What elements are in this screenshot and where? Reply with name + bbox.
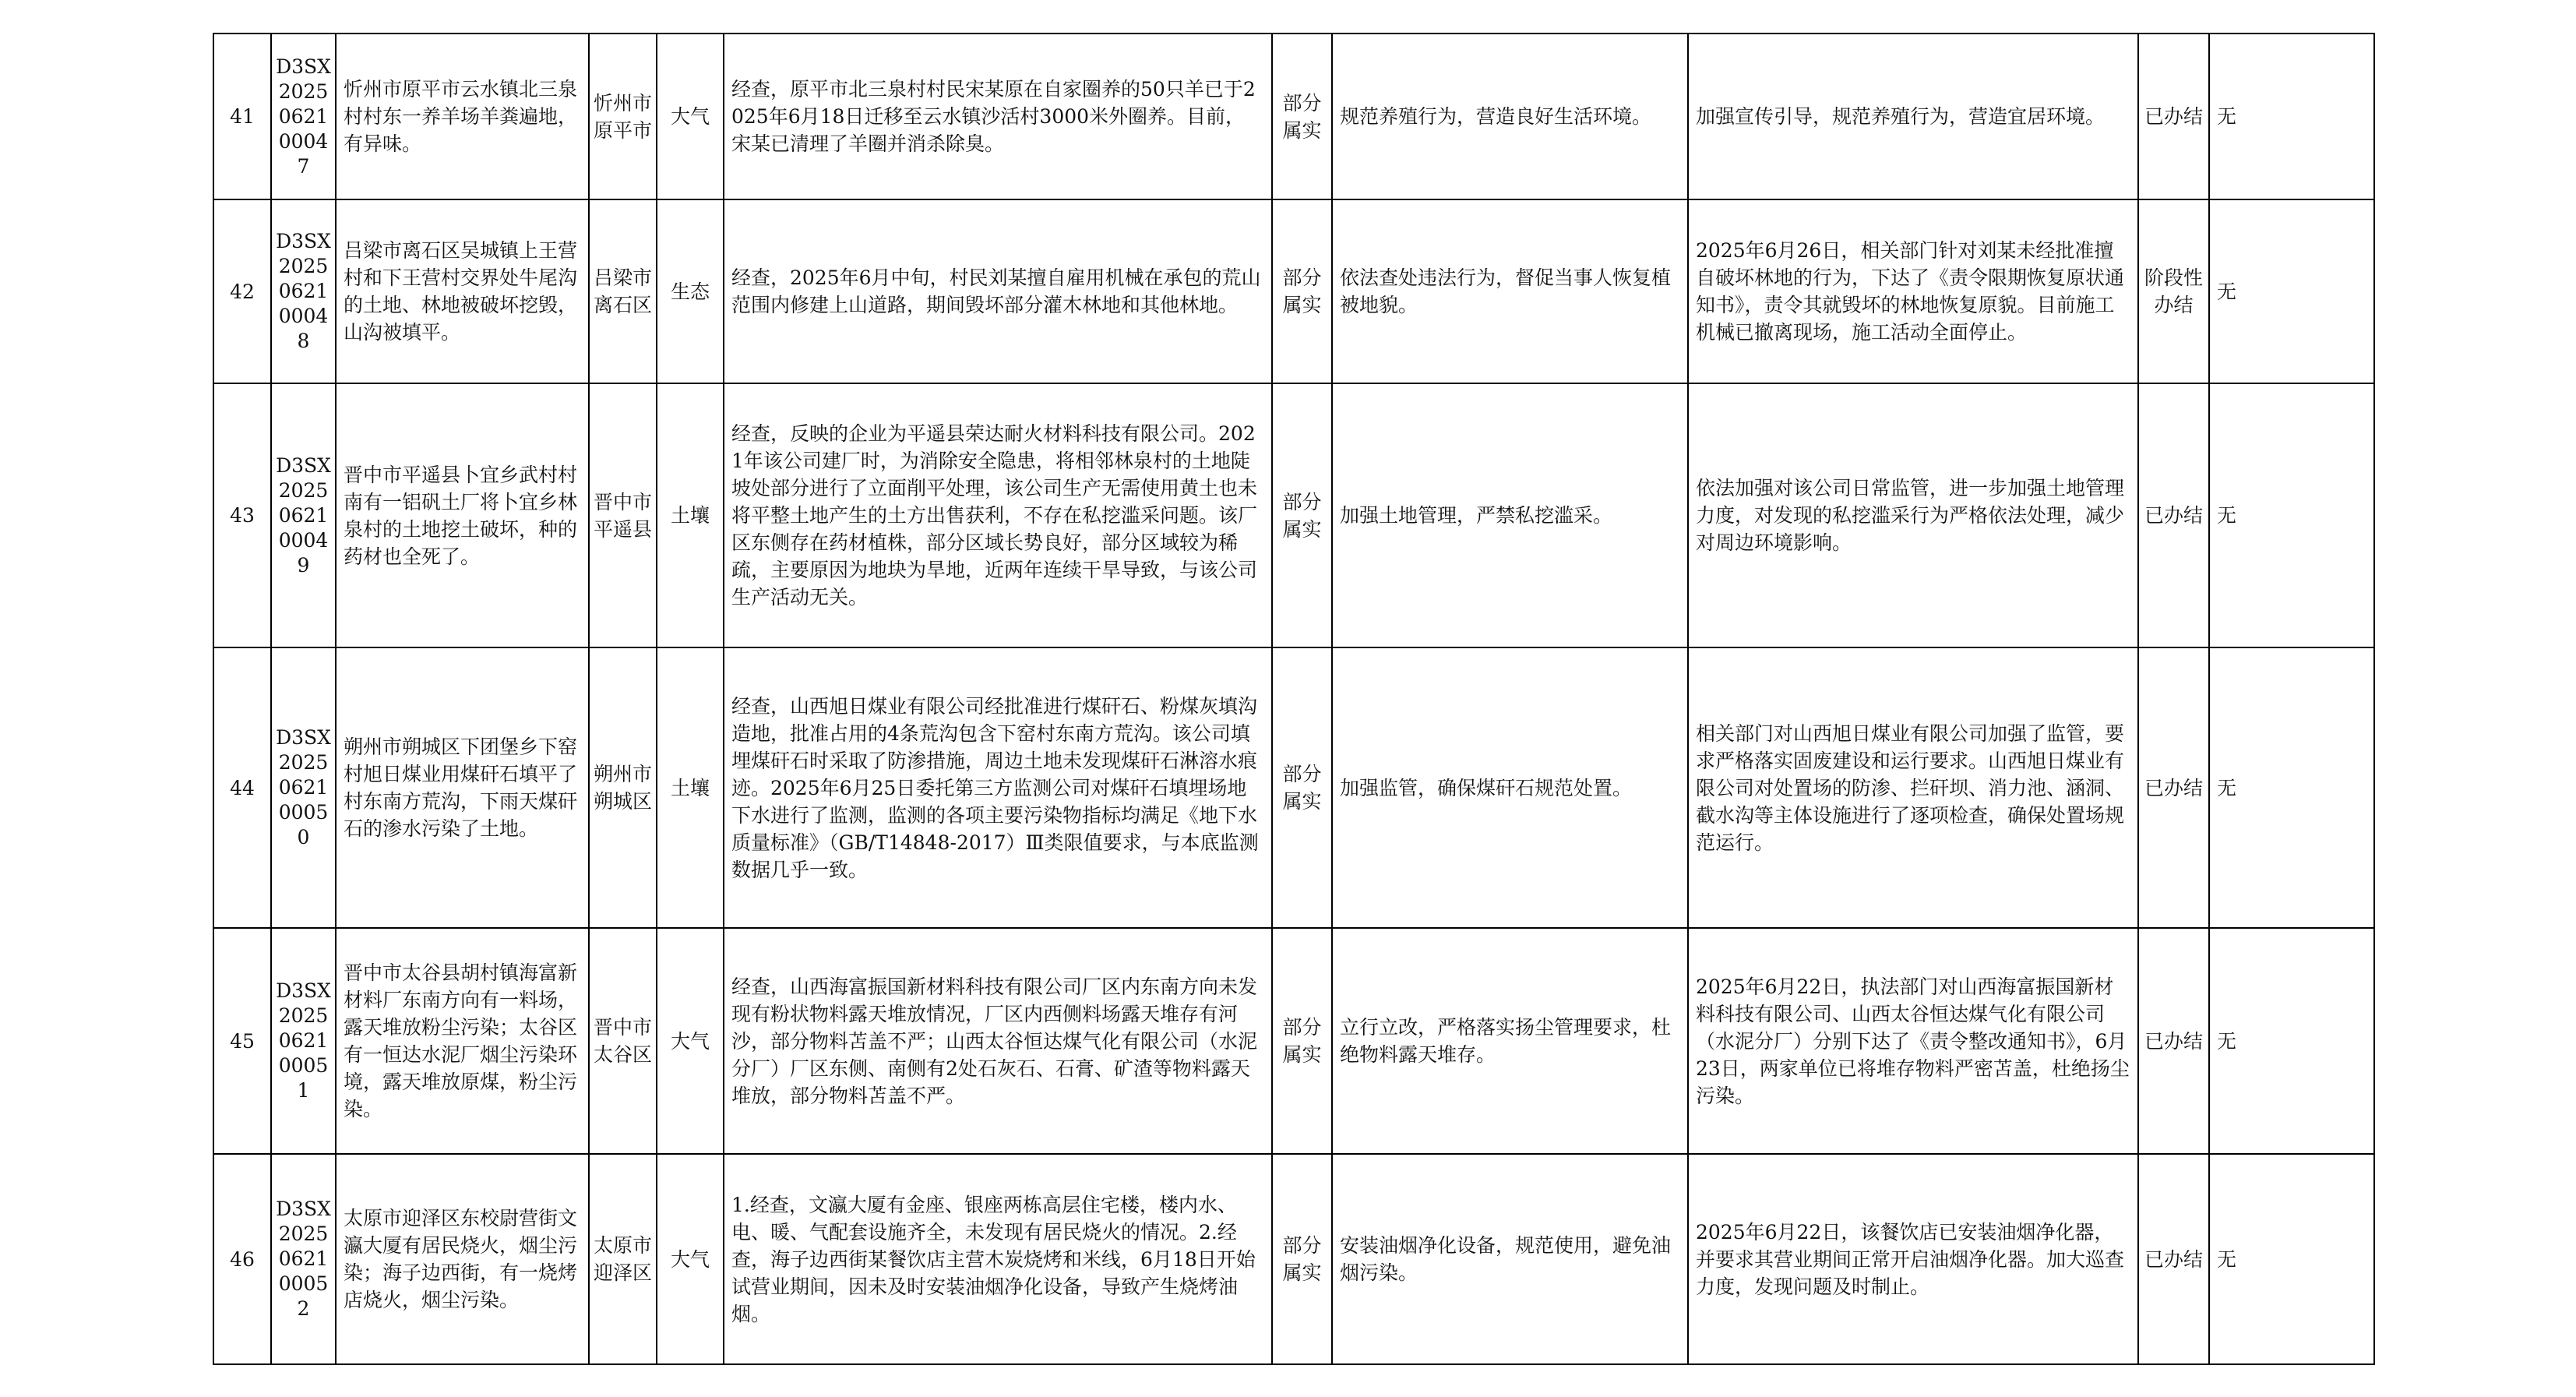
verdict-cell: 部分属实 [1272,647,1332,928]
target-cell: 安装油烟净化设备，规范使用，避免油烟污染。 [1332,1154,1688,1364]
case-code: D3SX2025062100047 [271,34,336,199]
measures-cell: 2025年6月22日，该餐饮店已安装油烟净化器，并要求其营业期间正常开启油烟净化器。加大巡查力度，发现问题及时制止。 [1688,1154,2138,1364]
status-cell: 已办结 [2138,383,2209,647]
case-code: D3SX2025062100048 [271,199,336,383]
row-number: 46 [213,1154,271,1364]
finding-cell: 经查，2025年6月中旬，村民刘某擅自雇用机械在承包的荒山范围内修建上山道路，期间毁坏部分灌木林地和其他林地。 [724,199,1272,383]
region-cell: 忻州市原平市 [589,34,657,199]
accountability-cell: 无 [2209,928,2374,1154]
measures-cell: 相关部门对山西旭日煤业有限公司加强了监管，要求严格落实固废建设和运行要求。山西旭日煤业有限公司对处置场的防渗、拦矸坝、消力池、涵洞、截水沟等主体设施进行了逐项检查，确保处置场规范运行。 [1688,647,2138,928]
verdict-cell: 部分属实 [1272,383,1332,647]
accountability-cell: 无 [2209,34,2374,199]
pollution-type-cell: 土壤 [657,383,724,647]
pollution-type-cell: 生态 [657,199,724,383]
verdict-cell: 部分属实 [1272,928,1332,1154]
finding-cell: 经查，原平市北三泉村村民宋某原在自家圈养的50只羊已于2025年6月18日迁移至云水镇沙活村3000米外圈养。目前，宋某已清理了羊圈并消杀除臭。 [724,34,1272,199]
measures-cell: 2025年6月26日，相关部门针对刘某未经批准擅自破坏林地的行为，下达了《责令限期恢复原状通知书》，责令其就毁坏的林地恢复原貌。目前施工机械已撤离现场，施工活动全面停止。 [1688,199,2138,383]
pollution-type-cell: 大气 [657,1154,724,1364]
measures-cell: 依法加强对该公司日常监管，进一步加强土地管理力度，对发现的私挖滥采行为严格依法处理，减少对周边环境影响。 [1688,383,2138,647]
row-number: 44 [213,647,271,928]
finding-cell: 经查，山西海富振国新材料科技有限公司厂区内东南方向未发现有粉状物料露天堆放情况，厂区内西侧料场露天堆存有河沙，部分物料苫盖不严；山西太谷恒达煤气化有限公司（水泥分厂）厂区东侧、南侧有2处石灰石、石膏、矿渣等物料露天堆放，部分物料苫盖不严。 [724,928,1272,1154]
case-code: D3SX2025062100049 [271,383,336,647]
target-cell: 加强土地管理，严禁私挖滥采。 [1332,383,1688,647]
accountability-cell: 无 [2209,199,2374,383]
row-number: 41 [213,34,271,199]
measures-cell: 加强宣传引导，规范养殖行为，营造宜居环境。 [1688,34,2138,199]
region-cell: 朔州市朔城区 [589,647,657,928]
accountability-cell: 无 [2209,1154,2374,1364]
table-row [213,383,2374,647]
target-cell: 规范养殖行为，营造良好生活环境。 [1332,34,1688,199]
measures-cell: 2025年6月22日，执法部门对山西海富振国新材料科技有限公司、山西太谷恒达煤气化有限公司（水泥分厂）分别下达了《责令整改通知书》，6月23日，两家单位已将堆存物料严密苫盖，杜绝扬尘污染。 [1688,928,2138,1154]
case-code: D3SX2025062100051 [271,928,336,1154]
table-row [213,647,2374,928]
issue-cell: 太原市迎泽区东校尉营街文瀛大厦有居民烧火，烟尘污染；海子边西街，有一烧烤店烧火，烟尘污染。 [336,1154,589,1364]
finding-cell: 1.经查，文瀛大厦有金座、银座两栋高层住宅楼，楼内水、电、暖、气配套设施齐全，未发现有居民烧火的情况。2.经查，海子边西街某餐饮店主营木炭烧烤和米线，6月18日开始试营业期间，因未及时安装油烟净化设备，导致产生烧烤油烟。 [724,1154,1272,1364]
pollution-type-cell: 土壤 [657,647,724,928]
status-cell: 已办结 [2138,647,2209,928]
finding-cell: 经查，山西旭日煤业有限公司经批准进行煤矸石、粉煤灰填沟造地，批准占用的4条荒沟包含下窑村东南方荒沟。该公司填埋煤矸石时采取了防渗措施，周边土地未发现煤矸石淋溶水痕迹。2025年6月25日委托第三方监测公司对煤矸石填埋场地下水进行了监测，监测的各项主要污染物指标均满足《地下水质量标准》（GB/T14848-2017）Ⅲ类限值要求，与本底监测数据几乎一致。 [724,647,1272,928]
status-cell: 已办结 [2138,34,2209,199]
row-number: 43 [213,383,271,647]
target-cell: 加强监管，确保煤矸石规范处置。 [1332,647,1688,928]
accountability-cell: 无 [2209,647,2374,928]
row-number: 42 [213,199,271,383]
table-row [213,1154,2374,1364]
issue-cell: 晋中市太谷县胡村镇海富新材料厂东南方向有一料场，露天堆放粉尘污染；太谷区有一恒达水泥厂烟尘污染环境，露天堆放原煤，粉尘污染。 [336,928,589,1154]
complaint-table [213,33,2375,1365]
verdict-cell: 部分属实 [1272,199,1332,383]
pollution-type-cell: 大气 [657,928,724,1154]
issue-cell: 朔州市朔城区下团堡乡下窑村旭日煤业用煤矸石填平了村东南方荒沟，下雨天煤矸石的渗水污染了土地。 [336,647,589,928]
target-cell: 依法查处违法行为，督促当事人恢复植被地貌。 [1332,199,1688,383]
table-row [213,928,2374,1154]
accountability-cell: 无 [2209,383,2374,647]
verdict-cell: 部分属实 [1272,1154,1332,1364]
row-number: 45 [213,928,271,1154]
status-cell: 阶段性办结 [2138,199,2209,383]
case-code: D3SX2025062100052 [271,1154,336,1364]
status-cell: 已办结 [2138,928,2209,1154]
region-cell: 晋中市平遥县 [589,383,657,647]
target-cell: 立行立改，严格落实扬尘管理要求，杜绝物料露天堆存。 [1332,928,1688,1154]
region-cell: 晋中市太谷区 [589,928,657,1154]
case-code: D3SX2025062100050 [271,647,336,928]
table-row [213,199,2374,383]
verdict-cell: 部分属实 [1272,34,1332,199]
issue-cell: 晋中市平遥县卜宜乡武村村南有一铝矾土厂将卜宜乡林泉村的土地挖土破坏，种的药材也全死了。 [336,383,589,647]
finding-cell: 经查，反映的企业为平遥县荣达耐火材料科技有限公司。2021年该公司建厂时，为消除安全隐患，将相邻林泉村的土地陡坡处部分进行了立面削平处理，该公司生产无需使用黄土也未将平整土地产生的土方出售获利，不存在私挖滥采问题。该厂区东侧存在药材植株，部分区域长势良好，部分区域较为稀疏，主要原因为地块为旱地，近两年连续干旱导致，与该公司生产活动无关。 [724,383,1272,647]
status-cell: 已办结 [2138,1154,2209,1364]
region-cell: 吕梁市离石区 [589,199,657,383]
region-cell: 太原市迎泽区 [589,1154,657,1364]
table-row [213,34,2374,199]
issue-cell: 忻州市原平市云水镇北三泉村村东一养羊场羊粪遍地，有异味。 [336,34,589,199]
issue-cell: 吕梁市离石区吴城镇上王营村和下王营村交界处牛尾沟的土地、林地被破坏挖毁，山沟被填平。 [336,199,589,383]
pollution-type-cell: 大气 [657,34,724,199]
